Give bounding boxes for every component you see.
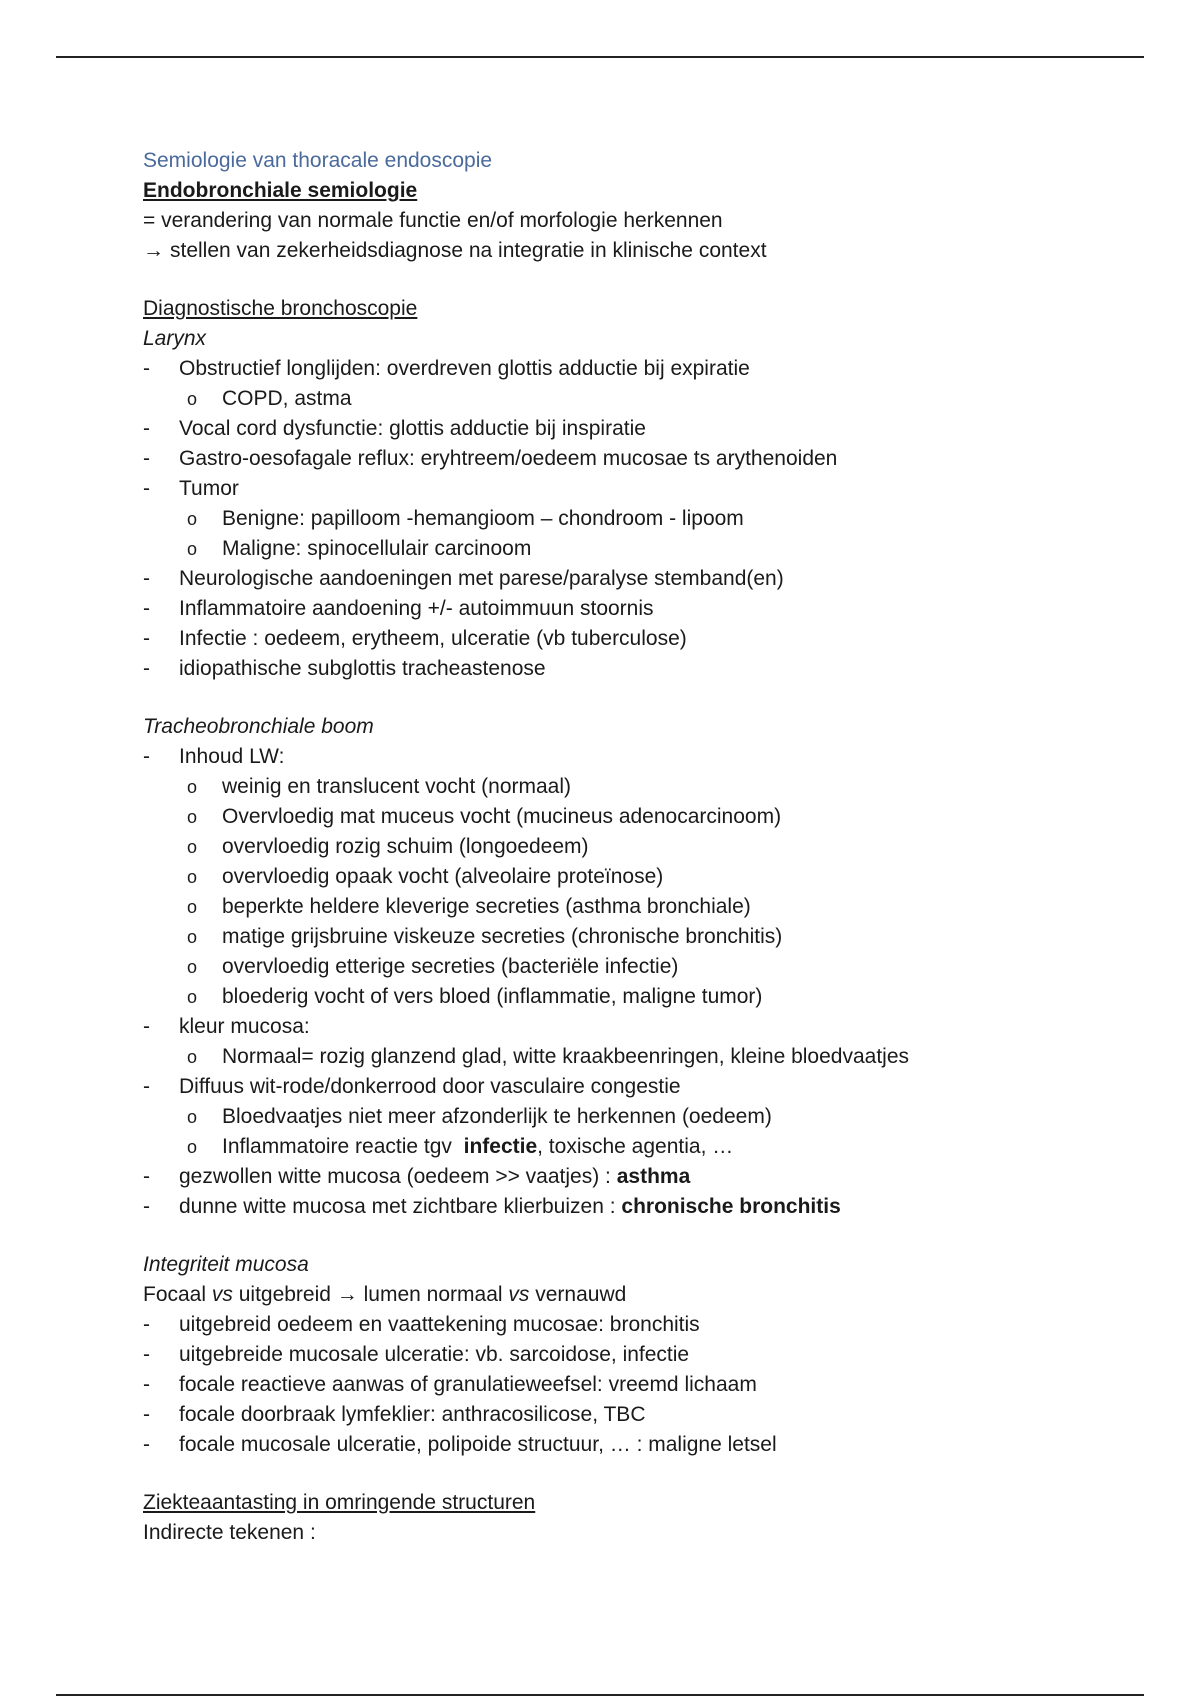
subheading-integriteit: Integriteit mucosa [143, 1253, 309, 1276]
section-heading-endobronchiale: Endobronchiale semiologie [143, 179, 418, 202]
arrow-right-icon: → [143, 239, 164, 262]
list-item: - kleur mucosa: [143, 1012, 1103, 1042]
document-title: Semiologie van thoracale endoscopie [143, 149, 493, 172]
sub-list-item: o weinig en translucent vocht (normaal) [143, 772, 1103, 802]
definition-line: = verandering van normale functie en/of morfologie herkennen [143, 209, 723, 232]
list-item: - Vocal cord dysfunctie: glottis adductie bij inspiratie [143, 414, 1103, 444]
list-item: - focale reactieve aanwas of granulatieweefsel: vreemd lichaam [143, 1370, 1103, 1400]
list-item: - Infectie : oedeem, erytheem, ulceratie (vb tuberculose) [143, 624, 1103, 654]
list-item: - uitgebreide mucosale ulceratie: vb. sarcoidose, infectie [143, 1340, 1103, 1370]
indirecte-tekenen: Indirecte tekenen : [143, 1521, 316, 1544]
sub-list-item: o Overvloedig mat muceus vocht (mucineus adenocarcinoom) [143, 802, 1103, 832]
text-span: vernauwd [535, 1283, 627, 1306]
vs-italic: vs [508, 1283, 530, 1306]
sub-list-item: o beperkte heldere kleverige secreties (asthma bronchiale) [143, 892, 1103, 922]
bold-term: chronische bronchitis [621, 1195, 841, 1218]
list-item: - Inflammatoire aandoening +/- autoimmuun stoornis [143, 594, 1103, 624]
arrow-line [143, 236, 1103, 266]
list-item: - uitgebreid oedeem en vaattekening mucosae: bronchitis [143, 1310, 1103, 1340]
sub-list-item: o bloederig vocht of vers bloed (inflammatie, maligne tumor) [143, 982, 1103, 1012]
bold-term: infectie [463, 1135, 538, 1158]
sub-list-item: o Maligne: spinocellulair carcinoom [143, 534, 1103, 564]
footer-rule [56, 1694, 1144, 1696]
list-item: - Inhoud LW: [143, 742, 1103, 772]
header-rule [56, 56, 1144, 58]
section-heading-ziekteaantasting: Ziekteaantasting in omringende structuren [143, 1491, 536, 1514]
text-span: gezwollen witte mucosa (oedeem >> vaatjes) : [179, 1165, 617, 1188]
text-span: Focaal [143, 1283, 207, 1306]
vs-italic: vs [211, 1283, 233, 1306]
list-item: - idiopathische subglottis tracheastenose [143, 654, 1103, 684]
focaal-line [143, 1280, 1103, 1310]
list-item [143, 1192, 1103, 1222]
sub-list-item: o COPD, astma [143, 384, 1103, 414]
text-span: , toxische agentia, … [537, 1135, 734, 1158]
list-item [143, 1162, 1103, 1192]
bold-term: asthma [616, 1165, 691, 1188]
sub-list-item: o overvloedig rozig schuim (longoedeem) [143, 832, 1103, 862]
arrow-right-icon: → [336, 1283, 358, 1306]
list-item: - Obstructief longlijden: overdreven glottis adductie bij expiratie [143, 354, 1103, 384]
sub-list-item [143, 1132, 1103, 1162]
list-item: - focale mucosale ulceratie, polipoide structuur, … : maligne letsel [143, 1430, 1103, 1460]
sub-list-item: o Benigne: papilloom -hemangioom – chondroom - lipoom [143, 504, 1103, 534]
subheading-tracheobronchiale: Tracheobronchiale boom [143, 715, 374, 738]
sub-list-item: o Bloedvaatjes niet meer afzonderlijk te herkennen (oedeem) [143, 1102, 1103, 1132]
sub-list-item: o matige grijsbruine viskeuze secreties (chronische bronchitis) [143, 922, 1103, 952]
text-span: Inflammatoire reactie tgv [222, 1135, 452, 1158]
sub-list-item: o overvloedig etterige secreties (bacteriële infectie) [143, 952, 1103, 982]
text-span: lumen normaal [363, 1283, 503, 1306]
list-item: - Gastro-oesofagale reflux: eryhtreem/oedeem mucosae ts arythenoiden [143, 444, 1103, 474]
document-body [143, 146, 1103, 1548]
list-item: - Diffuus wit-rode/donkerrood door vasculaire congestie [143, 1072, 1103, 1102]
list-item: - Tumor [143, 474, 1103, 504]
sub-list-item: o Normaal= rozig glanzend glad, witte kraakbeenringen, kleine bloedvaatjes [143, 1042, 1103, 1072]
arrow-line-text: stellen van zekerheidsdiagnose na integratie in klinische context [170, 239, 767, 262]
list-item: - focale doorbraak lymfeklier: anthracosilicose, TBC [143, 1400, 1103, 1430]
subheading-larynx: Larynx [143, 327, 207, 350]
text-span: uitgebreid [238, 1283, 331, 1306]
section-heading-diagnostische: Diagnostische bronchoscopie [143, 297, 418, 320]
sub-list-item: o overvloedig opaak vocht (alveolaire proteïnose) [143, 862, 1103, 892]
text-span: dunne witte mucosa met zichtbare klierbuizen : [179, 1195, 622, 1218]
list-item: - Neurologische aandoeningen met parese/paralyse stemband(en) [143, 564, 1103, 594]
